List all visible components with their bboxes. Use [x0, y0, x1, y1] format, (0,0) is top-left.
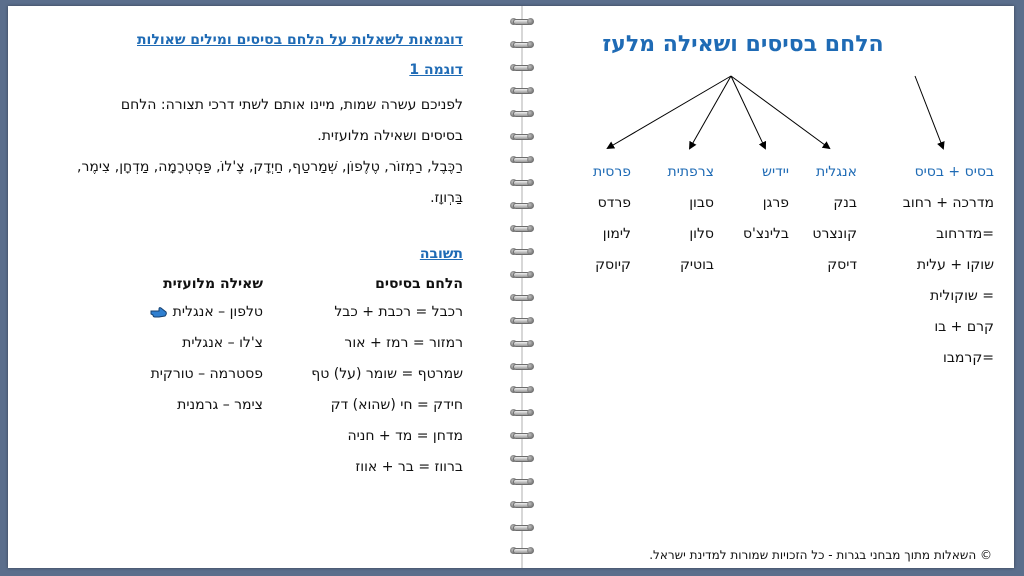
spiral-ring	[511, 225, 533, 233]
spiral-ring	[511, 248, 533, 256]
column-item: קונצרט	[812, 226, 857, 242]
arrow-to-persian	[608, 76, 731, 148]
column-item: בלינצ'ס	[742, 226, 789, 242]
column-item: =קרמבו	[943, 350, 994, 366]
spiral-ring	[511, 87, 533, 95]
column-item: קרם + בו	[934, 319, 994, 335]
column-heading: יידיש	[762, 164, 789, 180]
column-yiddish	[743, 164, 789, 255]
column-item: סבון	[689, 195, 714, 211]
loan-item: צ'לו – אנגלית	[182, 335, 263, 351]
loan-column	[146, 276, 263, 426]
blending-heading: הלחם בסיסים	[375, 276, 463, 292]
spiral-ring	[511, 18, 533, 26]
loan-heading: שאילה מלועזית	[163, 276, 263, 292]
blending-item: רכבל = רכבת + כבל	[334, 304, 463, 320]
spiral-ring	[511, 133, 533, 141]
spiral-ring	[511, 202, 533, 210]
column-item: קיוסק	[595, 257, 631, 273]
column-item: בוטיק	[679, 257, 714, 273]
example-label: דוגמה 1	[409, 62, 463, 78]
paragraph-line: בסיסים ושאילה מלועזית.	[317, 128, 463, 144]
column-heading: צרפתית	[667, 164, 714, 180]
examples-title: דוגמאות לשאלות על הלחם בסיסים ומילים שאולות	[136, 32, 463, 48]
column-item: סלון	[689, 226, 714, 242]
page-title: הלחם בסיסים ושאילה מלעז	[602, 32, 884, 57]
loan-item-text: טלפון – אנגלית	[172, 304, 263, 320]
paragraph-line: רַכֶּבֶל, רַמְזוֹר, טֶלֶפוֹן, שְׁמַרטַף, חַיְדָק, צֶ'לוֹ, פַּסְטְרָמָה, מַדְחָן, צִימֶר,	[77, 159, 463, 175]
column-item: = שוקולית	[930, 288, 994, 304]
right-page	[533, 6, 1014, 568]
column-item: לימון	[602, 226, 631, 242]
column-item: שוקו + עלית	[916, 257, 994, 273]
spiral-ring	[511, 317, 533, 325]
spiral-ring	[511, 271, 533, 279]
blending-item: ברווז = בר + אווז	[355, 459, 463, 475]
spiral-ring	[511, 432, 533, 440]
column-heading: פרסית	[592, 164, 631, 180]
pointing-hand-icon[interactable]	[150, 305, 168, 319]
paragraph-line: בַּרְווָז.	[430, 190, 463, 206]
spiral-ring	[511, 386, 533, 394]
blending-item: שמרטף = שומר (על) טף	[311, 366, 463, 382]
blending-item: חידק = חי (שהוא) דק	[330, 397, 463, 413]
spiral-ring	[511, 501, 533, 509]
spiral-ring	[511, 547, 533, 555]
spiral-ring	[511, 455, 533, 463]
loan-item	[146, 302, 263, 333]
spiral-ring	[511, 156, 533, 164]
column-french	[668, 164, 714, 286]
arrow-to-french	[690, 76, 731, 148]
question-paragraph	[23, 90, 463, 214]
column-item: בנק	[833, 195, 857, 211]
notebook-page	[8, 6, 1014, 568]
spiral-ring	[511, 409, 533, 417]
column-item: פרדס	[597, 195, 631, 211]
spiral-ring	[511, 64, 533, 72]
blending-column	[311, 276, 463, 488]
spiral-ring	[511, 340, 533, 348]
column-item: מדרכה + רחוב	[902, 195, 994, 211]
column-heading: בסיס + בסיס	[914, 164, 994, 180]
left-page	[8, 6, 508, 568]
answer-label: תשובה	[419, 246, 463, 262]
spiral-ring	[511, 363, 533, 371]
copyright-notice: © השאלות מתוך מבחני בגרות - כל הזכויות שמורות למדינת ישראל.	[649, 548, 992, 562]
column-base-plus-base	[903, 164, 994, 379]
spiral-ring	[511, 110, 533, 118]
arrows-diagram	[533, 6, 1014, 166]
column-item: פרגן	[762, 195, 789, 211]
spiral-ring	[511, 294, 533, 302]
blending-item: רמזור = רמז + אור	[344, 335, 463, 351]
spiral-ring	[511, 41, 533, 49]
column-persian	[593, 164, 631, 286]
spiral-ring	[511, 478, 533, 486]
column-item: דיסק	[827, 257, 857, 273]
arrow-to-yiddish	[731, 76, 765, 148]
spiral-ring	[511, 524, 533, 532]
column-item: =מדרחוב	[936, 226, 994, 242]
spiral-binding	[511, 6, 533, 568]
blending-item: מדחן = מד + חניה	[347, 428, 463, 444]
column-english	[812, 164, 857, 286]
column-heading: אנגלית	[815, 164, 857, 180]
arrow-to-base	[915, 76, 943, 148]
arrow-to-english	[731, 76, 829, 148]
loan-item: פסטרמה – טורקית	[150, 366, 263, 382]
spiral-ring	[511, 179, 533, 187]
loan-item: צימר – גרמנית	[177, 397, 263, 413]
paragraph-line: לפניכם עשרה שמות, מיינו אותם לשתי דרכי תצורה: הלחם	[120, 97, 463, 113]
